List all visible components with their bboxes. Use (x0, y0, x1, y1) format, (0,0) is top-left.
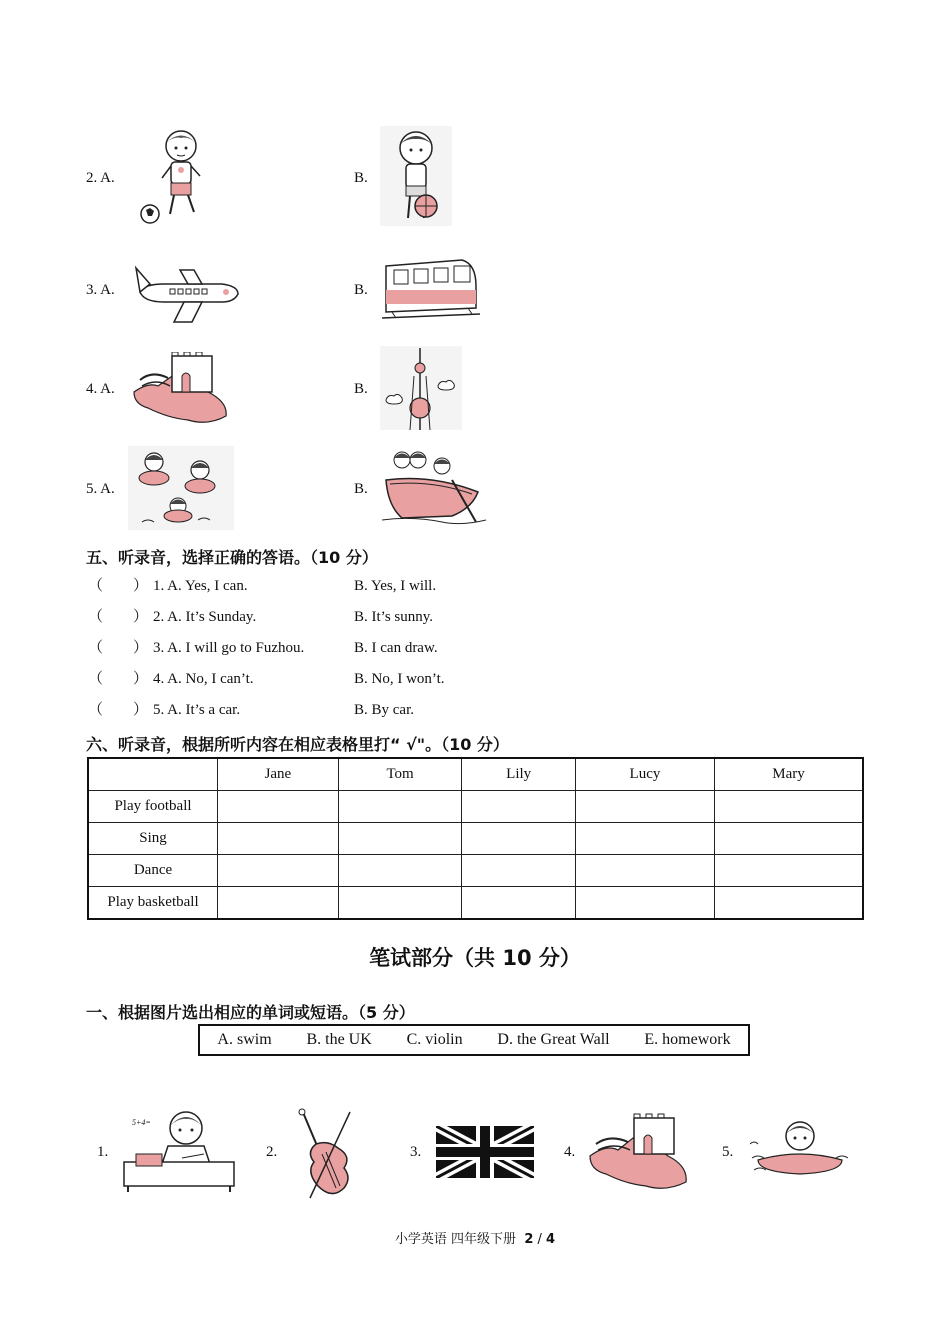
footer-subject: 小学英语 四年级下册 (394, 1232, 517, 1247)
option-a: 3. A. I will go to Fuzhou. (153, 640, 305, 656)
check-cell[interactable] (218, 791, 339, 823)
option-b: B. By car. (354, 702, 414, 718)
answer-blank[interactable]: （ ） (88, 640, 149, 656)
page-total: 4 (546, 1232, 556, 1247)
boy-basketball-icon (380, 126, 452, 226)
table-header-cell (88, 758, 218, 791)
option-a: 4. A. No, I can’t. (153, 671, 254, 687)
row-label: Dance (88, 855, 218, 887)
check-cell[interactable] (462, 887, 576, 920)
page-number: 2 (524, 1232, 534, 1247)
homework-icon (118, 1106, 238, 1192)
great-wall-icon (586, 1112, 690, 1192)
boy-football-icon (136, 126, 218, 226)
kids-boat-icon (382, 446, 486, 526)
option-b: B. No, I won’t. (354, 671, 445, 687)
check-cell[interactable] (462, 791, 576, 823)
option-a: 5. A. It’s a car. (153, 702, 241, 718)
question-5-label-b: B. (354, 481, 368, 497)
violin-icon (296, 1108, 366, 1202)
page-separator: / (537, 1232, 542, 1247)
uk-flag-icon (436, 1126, 534, 1178)
answer-blank[interactable]: （ ） (88, 609, 149, 625)
table-row (88, 855, 863, 887)
table-header-cell: Lucy (575, 758, 714, 791)
word-option: A. swim (217, 1031, 272, 1048)
check-cell[interactable] (462, 823, 576, 855)
picture-label: 5. (722, 1144, 734, 1160)
check-cell[interactable] (338, 887, 462, 920)
table-header-cell: Jane (218, 758, 339, 791)
picture-label: 2. (266, 1144, 278, 1160)
check-cell[interactable] (338, 855, 462, 887)
check-cell[interactable] (218, 823, 339, 855)
row-label: Sing (88, 823, 218, 855)
section5-title: 五、听录音，选择正确的答语。（10 分） (86, 548, 378, 567)
check-cell[interactable] (714, 855, 863, 887)
section6-title: 六、听录音，根据所听内容在相应表格里打“ √"。（10 分） (86, 735, 509, 754)
word-option: E. homework (644, 1031, 731, 1048)
check-cell[interactable] (714, 887, 863, 920)
check-cell[interactable] (714, 823, 863, 855)
table-row (88, 823, 863, 855)
row-label: Play basketball (88, 887, 218, 920)
picture-label: 3. (410, 1144, 422, 1160)
question-3-label-a: 3. A. (86, 282, 115, 298)
option-b: B. I can draw. (354, 640, 438, 656)
check-cell[interactable] (714, 791, 863, 823)
check-cell[interactable] (218, 855, 339, 887)
table-header-row (88, 758, 863, 791)
train-icon (382, 256, 480, 322)
plane-icon (134, 262, 242, 324)
written-q1-title: 一、根据图片选出相应的单词或短语。（5 分） (86, 1003, 415, 1022)
great-wall-icon (128, 352, 230, 426)
table-header-cell: Lily (462, 758, 576, 791)
page-footer (0, 1228, 950, 1247)
check-cell[interactable] (338, 823, 462, 855)
row-label: Play football (88, 791, 218, 823)
option-b: B. Yes, I will. (354, 578, 437, 594)
question-3-label-b: B. (354, 282, 368, 298)
word-option: C. violin (406, 1031, 463, 1048)
answer-blank[interactable]: （ ） (88, 671, 149, 687)
check-cell[interactable] (575, 791, 714, 823)
answer-blank[interactable]: （ ） (88, 702, 149, 718)
check-cell[interactable] (338, 791, 462, 823)
option-b: B. It’s sunny. (354, 609, 434, 625)
picture-label: 1. (97, 1144, 109, 1160)
table-row (88, 887, 863, 920)
question-2-label-a: 2. A. (86, 170, 115, 186)
check-cell[interactable] (462, 855, 576, 887)
check-cell[interactable] (218, 887, 339, 920)
question-4-label-a: 4. A. (86, 381, 115, 397)
desk-note: 5+4= (132, 1118, 151, 1127)
word-option: D. the Great Wall (497, 1031, 610, 1048)
written-section-title: 笔试部分（共 10 分） (369, 946, 581, 970)
picture-label: 4. (564, 1144, 576, 1160)
word-bank (198, 1024, 750, 1056)
table-row (88, 791, 863, 823)
table-header-cell: Mary (714, 758, 863, 791)
swimming-icon (750, 1114, 850, 1184)
kids-swimming-icon (128, 446, 234, 530)
check-table (87, 757, 864, 920)
check-cell[interactable] (575, 855, 714, 887)
word-option: B. the UK (306, 1031, 372, 1048)
answer-blank[interactable]: （ ） (88, 578, 149, 594)
option-a: 2. A. It’s Sunday. (153, 609, 257, 625)
tv-tower-icon (380, 346, 462, 430)
check-cell[interactable] (575, 887, 714, 920)
question-4-label-b: B. (354, 381, 368, 397)
check-cell[interactable] (575, 823, 714, 855)
table-header-cell: Tom (338, 758, 462, 791)
question-2-label-b: B. (354, 170, 368, 186)
option-a: 1. A. Yes, I can. (153, 578, 248, 594)
question-5-label-a: 5. A. (86, 481, 115, 497)
